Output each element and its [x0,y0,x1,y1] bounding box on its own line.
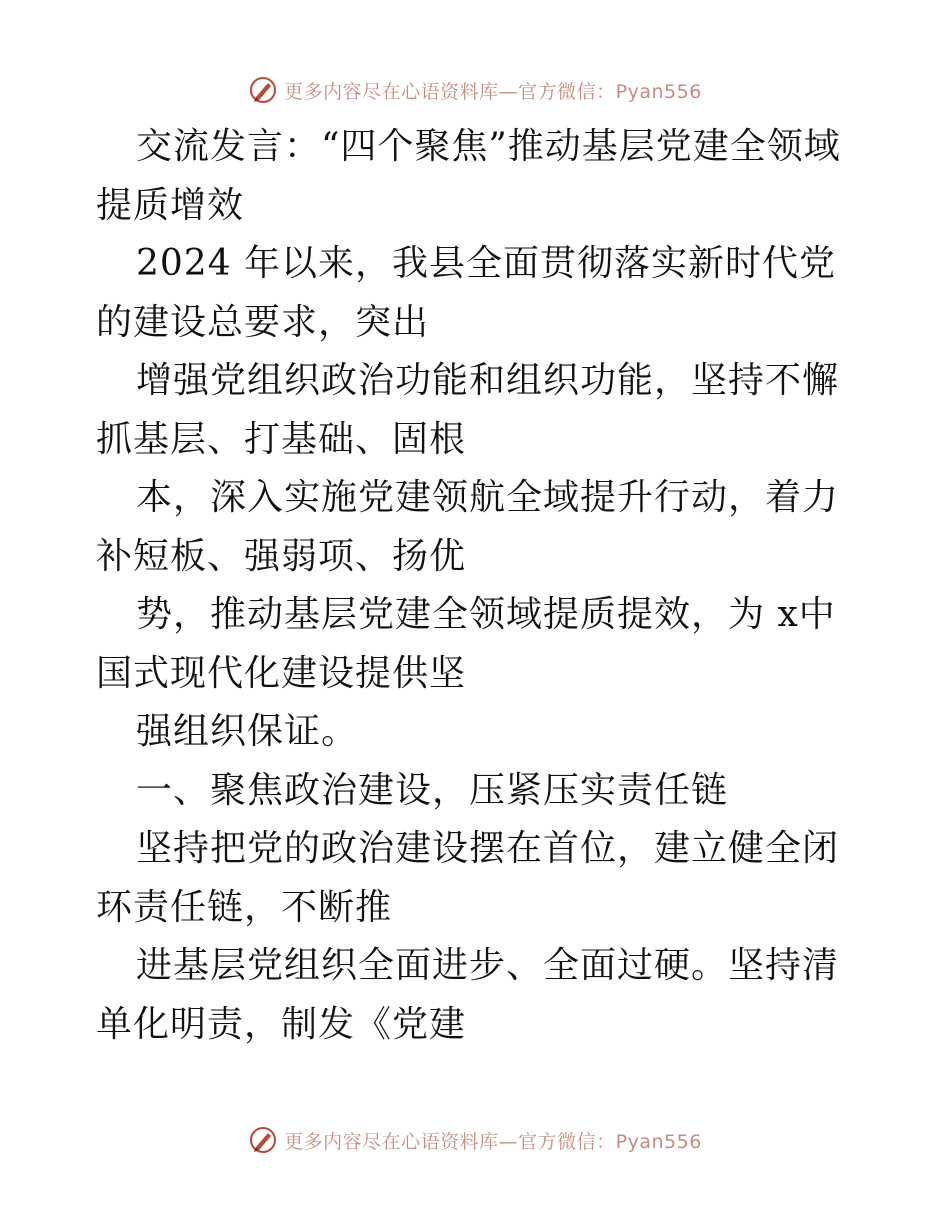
paragraph: 坚持把党的政治建设摆在首位，建立健全闭环责任链，不断推 [96,828,840,928]
header-watermark [0,70,950,110]
paragraph: 增强党组织政治功能和组织功能，坚持不懈抓基层、打基础、固根 [96,360,840,460]
document-body [96,118,856,1054]
paragraph: 进基层党组织全面进步、全面过硬。坚持清单化明责，制发《党建 [96,945,840,1045]
watermark-text: 更多内容尽在心语资料库—官方微信：Pyan556 [284,1130,702,1153]
paragraph: 强组织保证。 [136,711,359,752]
footer-watermark [0,1120,950,1160]
pen-logo-icon [248,1125,278,1155]
paragraph: 势，推动基层党建全领域提质提效，为 x中国式现代化建设提供坚 [96,594,836,694]
paragraph: 2024 年以来，我县全面贯彻落实新时代党的建设总要求，突出 [96,243,837,343]
document-title: 交流发言：“四个聚焦”推动基层党建全领域提质增效 [96,126,841,226]
paragraph: 本，深入实施党建领航全域提升行动，着力补短板、强弱项、扬优 [96,477,840,577]
watermark-text: 更多内容尽在心语资料库—官方微信：Pyan556 [284,80,702,103]
section-heading: 一、聚焦政治建设，压紧压实责任链 [136,769,729,811]
pen-logo-icon [248,75,278,105]
